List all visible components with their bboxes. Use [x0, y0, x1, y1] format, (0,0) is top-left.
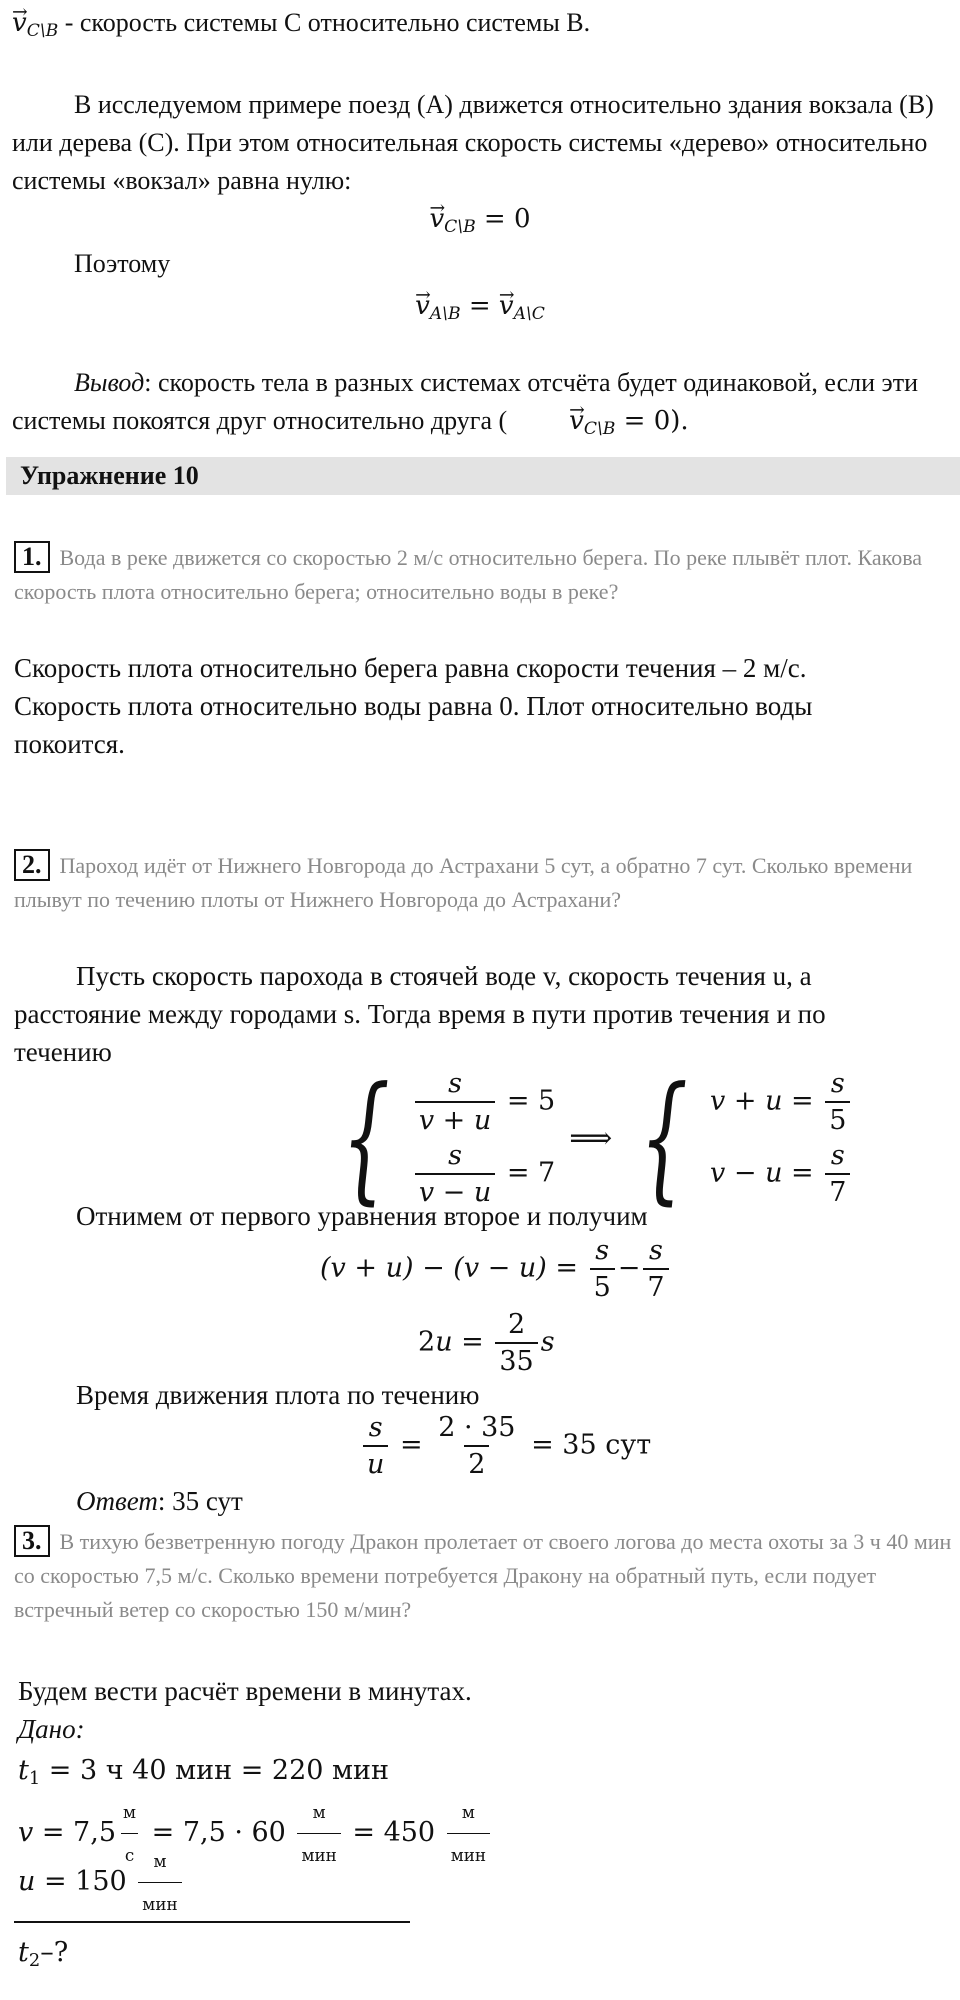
- task-2-number: 2.: [14, 849, 50, 881]
- conclusion-label: Вывод: [74, 368, 145, 397]
- definition-text: - скорость системы С относительно системы В.: [58, 8, 591, 37]
- exercise-header: Упражнение 10: [6, 457, 960, 495]
- task-3-text: В тихую безветренную погоду Дракон пролетает от своего логова до места охоты за 3 ч 40 мин со скоростью 7,5 м/с. Сколько времени потребуется Дракону на обратный путь, если подует встречный ветер со скоростью 150 м/мин?: [14, 1529, 952, 1622]
- equation-subtraction: (v + u) − (v − u) = $\frac{s}{5}$ − $\frac{s}{7}$: [320, 1235, 672, 1303]
- task-2-text: Пароход идёт от Нижнего Новгорода до Астрахани 5 сут, а обратно 7 сут. Сколько времени плывут по течению плоты от Нижнего Новгорода до Астрахани?: [14, 853, 913, 912]
- given-v: v = 7,5 $\frac{м}{с}$ = 7,5 · 60 $\frac{м}{\text{мин}}$ = 450 $\frac{м}{\text{мин}}$: [18, 1793, 493, 1874]
- task-1-number: 1.: [14, 541, 50, 573]
- task-3-number: 3.: [14, 1525, 50, 1557]
- given-divider: [14, 1921, 410, 1923]
- subtract-text: Отнимем от первого уравнения второе и получим: [76, 1201, 648, 1231]
- find-t2: $t_2-$?: [18, 1937, 69, 1971]
- therefore-text: Поэтому: [74, 249, 171, 278]
- task-2: [14, 849, 954, 917]
- answer-label: Ответ: [76, 1486, 158, 1516]
- raft-time-text: Время движения плота по течению: [76, 1380, 480, 1410]
- intro-paragraph: В исследуемом примере поезд (А) движется относительно здания вокзала (В) или дерева (С). При этом относительная скорость системы «дерево» относительно системы «вокзал» равна нулю:: [12, 90, 934, 195]
- calc-note: Будем вести расчёт времени в минутах.: [18, 1676, 472, 1706]
- task-1: [14, 541, 954, 609]
- equation-system: { $\frac{s}{v + u}$ = 5 $\frac{s}{v - u}$ = 7 ⟹ { v + u = $\frac{s}{5}$ v − u = $\frac{s}{7}$: [322, 1068, 853, 1208]
- velocity-definition: → $v_{C\backslash B}$ - скорость системы С относительно системы В.: [12, 4, 942, 50]
- equation-raft-time: $\frac{s}{u}$ = $\frac{2 \cdot 35}{2}$ = 35 сут: [360, 1412, 651, 1480]
- given-label: Дано:: [18, 1714, 85, 1744]
- task-1-text: Вода в реке движется со скоростью 2 м/с относительно берега. По реке плывёт плот. Какова скорость плота относительно берега; относительно воды в реке?: [14, 545, 923, 604]
- equation-relative-zero: → $v_{C\backslash B} = 0$: [0, 200, 960, 246]
- task-3: [14, 1525, 954, 1627]
- given-t1: $t_1 = 3$ ч 40 мин = 220 мин: [18, 1755, 390, 1789]
- equation-velocities-equal: → $v_{A\backslash B}$ = → $v_{A\backslash C}$: [0, 287, 960, 333]
- task-2-solution-intro: Пусть скорость парохода в стоячей воде v, скорость течения u, а расстояние между городами s. Тогда время в пути против течения и по течению: [14, 961, 826, 1067]
- equation-2u: 2u = $\frac{2}{35}$ s: [418, 1309, 555, 1377]
- conclusion-paragraph: Вывод: скорость тела в разных системах отсчёта будет одинаковой, если эти системы покоятся друг относительно друга (→ $v_{C\backslash B} = 0$).: [12, 364, 947, 448]
- task-2-answer: Ответ: 35 сут: [76, 1486, 243, 1516]
- task-1-answer: Скорость плота относительно берега равна скорости течения – 2 м/с. Скорость плота относительно воды равна 0. Плот относительно воды покоится.: [14, 653, 813, 759]
- given-u: u = 150 $\frac{м}{\text{мин}}$: [18, 1842, 185, 1923]
